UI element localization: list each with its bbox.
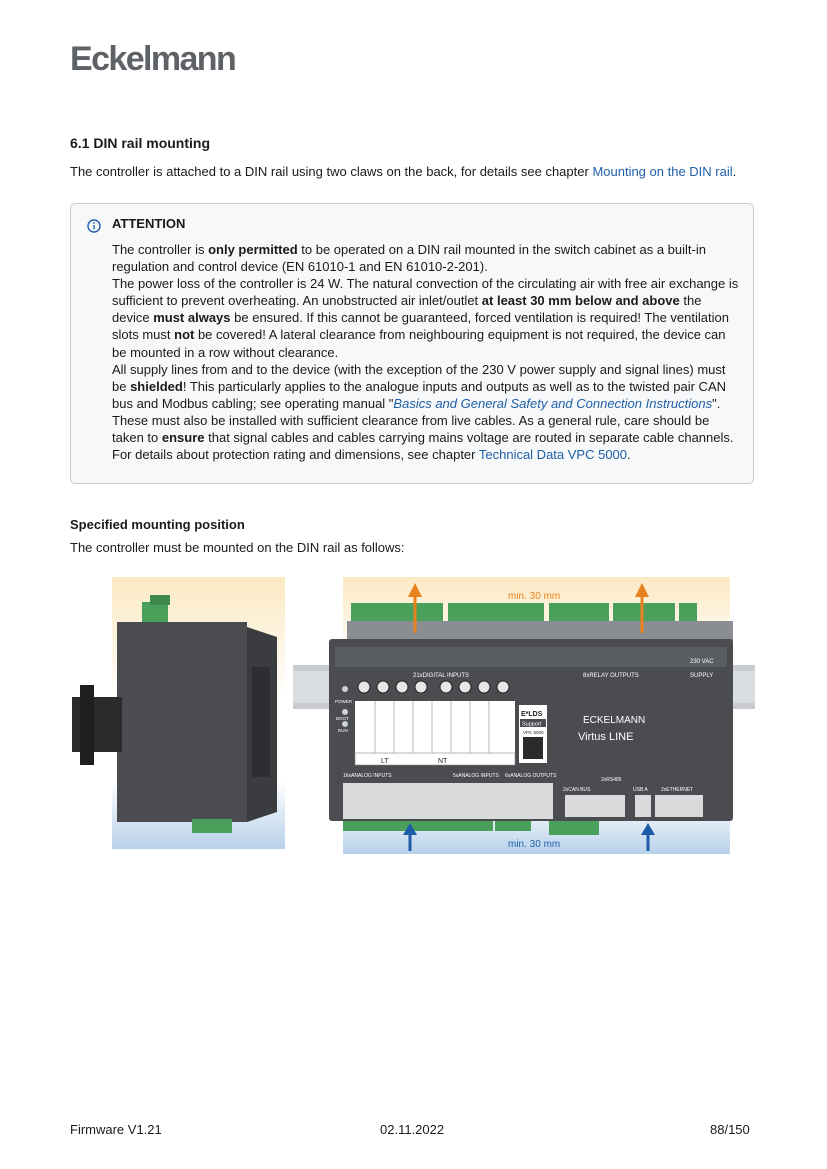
mounting-position-title: Specified mounting position (70, 517, 245, 532)
eckelmann-logo: Eckelmann (70, 40, 236, 78)
analog-outputs-label: 6xANALOG OUTPUTS (505, 773, 557, 779)
attention-title: ATTENTION (112, 216, 186, 231)
attention-paragraph: The controller is only permitted to be operated on a DIN rail mounted in the switch cabinet as a built-in regulation and control device (EN 61010-1 and EN 61010-2-201). (112, 242, 706, 275)
mounting-position-text: The controller must be mounted on the DIN rail as follows: (70, 540, 405, 555)
relay-outputs-label: 8xRELAY OUTPUTS (583, 673, 639, 679)
rs485-label: 2xRS485 (601, 777, 622, 783)
bottom-clearance-label: min. 30 mm (508, 839, 561, 850)
mounting-din-rail-link[interactable]: Mounting on the DIN rail (592, 164, 733, 179)
controller-front-view (293, 577, 755, 854)
supply-voltage-label: 230 VAC (690, 659, 714, 665)
digital-inputs-label: 21xDIGITAL INPUTS (413, 673, 470, 679)
supply-label: SUPPLY (690, 673, 714, 679)
support-label: Support (522, 721, 542, 728)
usb-label: USB A (633, 787, 648, 793)
led-run-label: RUN (338, 728, 348, 733)
intro-paragraph: The controller is attached to a DIN rail using two claws on the back, for details see chapter Mounting on the DIN rail. (70, 164, 737, 179)
nt-label: NT (438, 758, 448, 765)
controller-side-view (72, 577, 285, 849)
led-boot-label: BOOT (336, 716, 349, 721)
brand-label: ECKELMANN (583, 715, 646, 726)
model-label: VPC 5000 (523, 730, 544, 735)
attention-body (112, 241, 742, 463)
section-title: 6.1 DIN rail mounting (70, 135, 211, 151)
attention-paragraph: All supply lines from and to the device (with the exception of the 230 V power supply and signal lines) must be shielded! This particularly applies to the analogue inputs and outputs as well as to the twisted pair CAN bus and Modbus cabling; see operating manual "Basics and General Safety and Connection Instructions". These must also be installed with sufficient clearance from live cables. As a general rule, care should be taken to ensure that signal cables and cables carrying mains voltage are routed in separate cable channels. (112, 361, 734, 446)
info-icon (87, 219, 101, 233)
top-clearance-label: min. 30 mm (508, 591, 561, 602)
analog-inputs-5-label: 5xANALOG INPUTS (453, 773, 499, 779)
ethernet-label: 2xETHERNET (661, 787, 694, 793)
attention-paragraph: The power loss of the controller is 24 W. The natural convection of the circulating air with free air exchange is sufficient to prevent overheating. An unobstructed air inlet/outlet at least 30 mm below and above the device must always be ensured. If this cannot be guaranteed, forced ventilation is required! The ventilation slots must not be covered! A lateral clearance from neighbouring equipment is not required, the device can be mounted in a row without clearance. (112, 276, 739, 360)
elds-label: E*LDS (521, 711, 543, 718)
product-label: Virtus LINE (578, 731, 634, 743)
can-bus-label: 2xCAN BUS (563, 787, 591, 793)
attention-paragraph: For details about protection rating and dimensions, see chapter Technical Data VPC 5000. (112, 447, 631, 463)
footer-date: 02.11.2022 (380, 1122, 445, 1137)
attention-box (70, 203, 754, 484)
technical-data-link[interactable]: Technical Data VPC 5000 (478, 447, 628, 463)
led-power-label: POWER (335, 699, 353, 704)
analog-inputs-16-label: 16xANALOG INPUTS (343, 773, 392, 779)
lt-label: LT (381, 758, 389, 765)
footer-page-number: 88/150 (710, 1122, 750, 1137)
basics-safety-link[interactable]: Basics and General Safety and Connection Instructions (393, 395, 713, 411)
footer-firmware: Firmware V1.21 (70, 1122, 162, 1137)
